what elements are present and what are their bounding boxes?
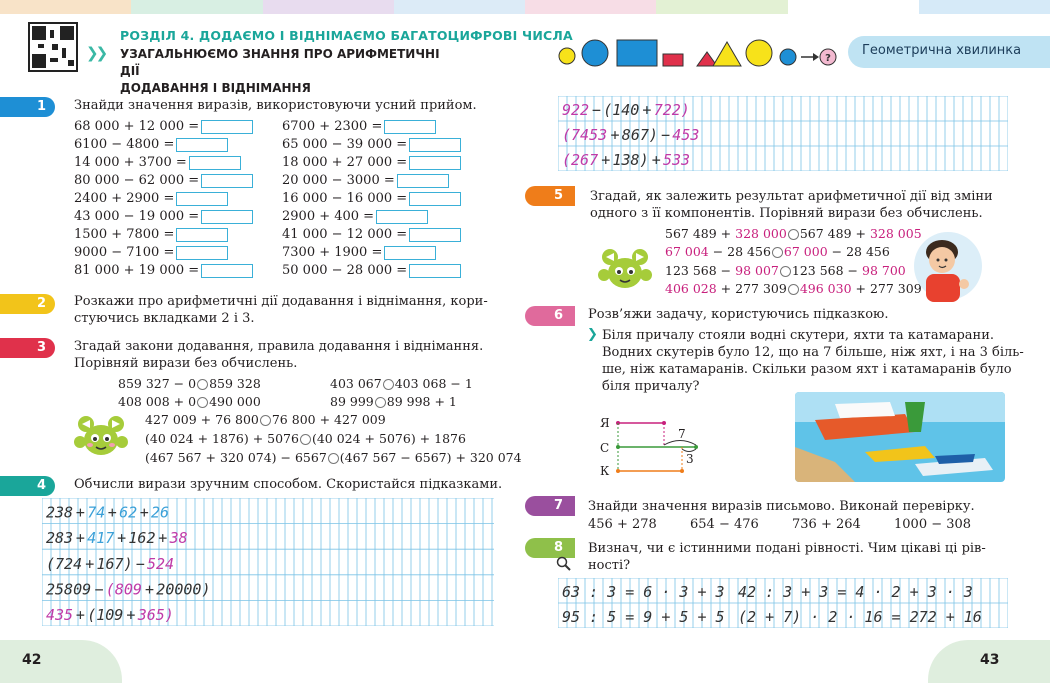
blue-rectangle-icon [617,40,657,66]
answer-box[interactable] [189,156,241,170]
handwritten-token: 74 [87,503,106,522]
task-6-badge: 6 [525,306,575,326]
handwritten-token: − [135,554,145,573]
t1-expression: 2900 + 400 = [282,209,375,224]
handwritten-token: + [158,529,168,548]
handwritten-token: 25809 [46,580,92,599]
small-blue-circle-icon [780,49,796,65]
scheme-number-7: 7 [678,427,686,441]
answer-box[interactable] [176,228,228,242]
handwritten-token: + [75,503,85,522]
handwritten-token: + [642,101,652,119]
t1-expression: 43 000 − 19 000 = [74,209,200,224]
handwritten-token: + [75,529,85,548]
boy-illustration [912,226,984,304]
t3-g1: (467 567 + 320 074) − 6567 [145,450,327,465]
t3-a1: 859 327 − 0 [118,376,197,391]
answer-box[interactable] [409,228,461,242]
t8-equation: (2 + 7) · 2 · 16 = 272 + 16 [738,608,982,626]
t1-expression: 16 000 − 16 000 = [282,191,408,206]
t3-g2: (467 567 − 6567) + 320 074 [339,450,522,465]
t1-expression-row [74,136,253,154]
answer-box[interactable] [201,210,253,224]
compare-circle[interactable] [197,397,208,408]
compare-circle[interactable] [328,453,339,464]
t1-expression-row [282,172,461,190]
handwritten-token: 365) [137,606,174,624]
answer-box[interactable] [176,138,228,152]
t1-expression-row [282,136,461,154]
t1-expression: 14 000 + 3700 = [74,155,187,170]
task-1-left-column [74,118,253,280]
t1-expression: 7300 + 1900 = [282,245,383,260]
t1-expression: 18 000 + 27 000 = [282,155,408,170]
t1-expression: 9000 − 7100 = [74,245,175,260]
task-3-line-1: Згадай закони додавання, правила додавання і віднімання. [74,339,484,354]
green-mascot-icon [74,412,128,458]
big-blue-circle-icon [582,40,608,66]
chevron-right-icon: ❯❯ [86,44,106,62]
t5-r3b: 98 007 [735,263,779,278]
handwritten-token: + [601,151,611,169]
t7-expression: 654 − 476 [690,517,759,532]
handwritten-token: 417 [87,529,115,548]
t5-r3c: 123 568 − [791,263,862,278]
t1-expression-row [74,190,253,208]
t3-compare-d [330,393,457,410]
t3-compare-c [118,393,261,410]
t7-expression: 456 + 278 [588,517,657,532]
t1-expression: 20 000 − 3000 = [282,173,395,188]
t3-e1: 427 009 + 76 800 [145,412,259,427]
question-mark: ? [825,53,831,64]
t7-expression: 736 + 264 [792,517,861,532]
answer-box[interactable] [176,192,228,206]
task-6-p2: Водних скутерів було 12, що на 7 більше, ніж яхт, і на 3 біль- [602,345,1024,360]
t1-expression-row [282,262,461,280]
handwritten-token: 722) [653,101,690,119]
shape-sequence [555,36,845,72]
task-8-grid [558,578,1008,628]
compare-circle[interactable] [375,397,386,408]
section-title: РОЗДІЛ 4. ДОДАЄМО І ВІДНІМАЄМО БАГАТОЦИФРОВІ ЧИСЛА [120,28,573,43]
handwritten-token: − [94,580,104,599]
t5-r2b: − 28 456 [708,244,771,259]
green-mascot-icon [598,245,652,291]
handwritten-token: (724 [46,554,83,573]
t3-c2: 490 000 [209,394,261,409]
magnifier-icon [556,556,572,572]
compare-circle[interactable] [780,266,791,277]
t1-expression-row [282,154,461,172]
task-5-line-1: Згадай, як залежить результат арифметичної дії від зміни [590,189,993,204]
t3-compare-e [145,411,386,428]
compare-circle[interactable] [300,434,311,445]
t5-r1d: 328 005 [869,226,922,241]
handwritten-token: (809 [105,580,142,599]
scheme-label-k: К [600,464,610,478]
small-yellow-circle-icon [559,48,575,64]
t5-r4a: 406 028 [665,281,717,296]
task-8-line-2: ності? [588,558,631,573]
task-2-text [74,293,488,327]
task-7-text: Знайди значення виразів письмово. Виконай перевірку. [588,499,975,514]
handwritten-token: (140 [603,101,640,119]
t1-expression-row [282,118,461,136]
top-color-strip [0,0,1050,14]
t5-row-1 [665,225,922,242]
t1-expression-row [74,118,253,136]
qr-code[interactable] [28,22,78,72]
t5-row-4 [665,280,922,297]
task-4-text: Обчисли вирази зручним способом. Скористайся підказками. [74,477,503,492]
task-8-badge: 8 [525,538,575,558]
handwritten-token: 283 [46,529,74,548]
handwritten-token: + [117,529,127,548]
t3-d2: 89 998 + 1 [386,394,457,409]
answer-box[interactable] [201,264,253,278]
task-6-p4: біля причалу? [602,379,700,394]
t1-expression: 65 000 − 39 000 = [282,137,408,152]
handwritten-token: + [107,503,117,522]
t8-equation: 42 : 3 + 3 = 4 · 2 + 3 · 3 [738,583,973,601]
task-5-line-2: одного з її компонентів. Порівняй вирази без обчислень. [590,206,983,221]
t1-expression: 1500 + 7800 = [74,227,175,242]
task-2-badge: 2 [0,294,55,314]
t3-b2: 403 068 − 1 [394,376,473,391]
answer-box[interactable] [201,120,253,134]
handwritten-token: 62 [119,503,138,522]
chevron-right-icon: ❯ [587,327,598,342]
task-5-text [590,188,993,222]
compare-circle[interactable] [260,415,271,426]
t3-b1: 403 067 [330,376,382,391]
task-6-scheme [596,412,706,480]
t1-expression: 6100 − 4800 = [74,137,175,152]
compare-circle[interactable] [383,379,394,390]
t1-expression: 41 000 − 12 000 = [282,227,408,242]
handwritten-token: 524 [147,554,175,573]
handwritten-token: (109 [87,606,124,624]
t3-compare-a [118,375,261,392]
red-rectangle-icon [663,54,683,66]
t3-compare-b [330,375,473,392]
t5-r2d: − 28 456 [827,244,890,259]
compare-circle[interactable] [772,247,783,258]
t5-row-2 [665,243,890,260]
t1-expression: 50 000 − 28 000 = [282,263,408,278]
t1-expression-row [282,226,461,244]
task-5-badge: 5 [525,186,575,206]
top-right-grid [558,96,1008,171]
task-6-problem [602,327,1024,395]
t1-expression-row [74,172,253,190]
task-6-p3: ше, ніж катамаранів. Скільки разом яхт і катамаранів було [602,362,1012,377]
handwritten-token: + [126,606,136,624]
task-2-line-1: Розкажи про арифметичні дії додавання і віднімання, кори- [74,294,488,309]
handwritten-token: 26 [151,503,170,522]
t5-r3a: 123 568 − [665,263,736,278]
answer-box[interactable] [384,120,436,134]
handwritten-token: 435 [46,606,74,624]
t1-expression-row [282,190,461,208]
compare-circle[interactable] [788,229,799,240]
t3-f2: (40 024 + 5076) + 1876 [311,431,466,446]
handwritten-token: (267 [562,151,599,169]
task-7-badge: 7 [525,496,575,516]
handwritten-token: + [75,606,85,624]
lesson-subtitle [120,46,450,97]
t7-expression: 1000 − 308 [894,517,972,532]
t5-r1b: 328 000 [735,226,787,241]
task-1-text: Знайди значення виразів, використовуючи усний прийом. [74,98,477,113]
handwritten-token: 922 [562,101,590,119]
answer-box[interactable] [409,192,461,206]
answer-box[interactable] [409,264,461,278]
t1-expression: 6700 + 2300 = [282,119,383,134]
geometry-minute-label: Геометрична хвилинка [848,36,1050,68]
handwritten-token: (7453 [562,126,608,144]
t1-expression-row [282,244,461,262]
t1-expression: 81 000 + 19 000 = [74,263,200,278]
subtitle-line-1: УЗАГАЛЬНЮЄМО ЗНАННЯ ПРО АРИФМЕТИЧНІ ДІЇ [120,47,440,78]
t8-equation: 95 : 5 = 9 + 5 + 5 [562,608,725,626]
handwritten-token: 867) [621,126,658,144]
handwritten-token: + [651,151,661,169]
scheme-label-ya: Я [600,416,610,430]
handwritten-token: 38 [169,529,188,548]
scheme-number-3: 3 [686,452,694,466]
t1-expression-row [74,154,253,172]
handwritten-token: 167) [96,554,133,573]
task-8-text [588,540,986,574]
scheme-label-s: С [600,441,610,455]
t5-r4c: 496 030 [799,281,852,296]
task-2-line-2: стуючись вкладками 2 і 3. [74,311,255,326]
task-8-line-1: Визнач, чи є істинними подані рівності. Чим цікаві ці рів- [588,541,986,556]
t1-expression-row [74,208,253,226]
t3-e2: 76 800 + 427 009 [271,412,386,427]
t5-row-3 [665,262,906,279]
handwritten-token: 238 [46,503,74,522]
t1-expression: 2400 + 2900 = [74,191,175,206]
task-3-badge: 3 [0,338,55,358]
t3-f1: (40 024 + 1876) + 5076 [145,431,299,446]
t5-r3d: 98 700 [862,263,906,278]
handwritten-token: 138) [612,151,649,169]
task-1-badge: 1 [0,97,55,117]
arrow-right-icon [813,53,819,61]
t5-r1c: 567 489 + [799,226,870,241]
t5-r4b: + 277 309 [716,281,787,296]
t1-expression: 80 000 − 62 000 = [74,173,200,188]
handwritten-token: + [145,580,155,599]
task-6-text: Розв’яжи задачу, користуючись підказкою. [588,307,889,322]
handwritten-token: 162 [128,529,156,548]
t5-r4d: + 277 309 [851,281,922,296]
answer-box[interactable] [376,210,428,224]
t1-expression-row [74,262,253,280]
boats-picture [795,392,1005,482]
page-number-left: 42 [0,640,122,683]
page-number-right: 43 [928,640,1050,683]
answer-box[interactable] [409,156,461,170]
task-3-line-2: Порівняй вирази без обчислень. [74,356,298,371]
handwritten-token: − [591,101,601,119]
t5-r1a: 567 489 + [665,226,736,241]
handwritten-token: 453 [672,126,700,144]
t8-equation: 63 : 3 = 6 · 3 + 3 [562,583,725,601]
answer-box[interactable] [201,174,253,188]
subtitle-line-2: ДОДАВАННЯ І ВІДНІМАННЯ [120,81,311,95]
t1-expression-row [282,208,461,226]
t3-compare-g [145,449,522,466]
answer-box[interactable] [397,174,449,188]
task-6-p1: Біля причалу стояли водні скутери, яхти та катамарани. [602,328,994,343]
task-3-text [74,338,483,372]
task-4-grid [42,498,494,626]
handwritten-token: + [610,126,620,144]
yellow-triangle-icon [713,42,741,66]
t3-d1: 89 999 [330,394,374,409]
t1-expression-row [74,226,253,244]
handwritten-token: + [139,503,149,522]
task-4-badge: 4 [0,476,55,496]
answer-box[interactable] [384,246,436,260]
handwritten-token: + [85,554,95,573]
t3-c1: 408 008 + 0 [118,394,197,409]
t1-expression-row [74,244,253,262]
task-1-right-column [282,118,461,280]
handwritten-token: 20000) [156,580,211,599]
compare-circle[interactable] [197,379,208,390]
answer-box[interactable] [176,246,228,260]
yellow-circle-icon [746,40,772,66]
handwritten-token: 533 [663,151,691,169]
t3-a2: 859 328 [209,376,261,391]
handwritten-token: − [661,126,671,144]
t5-r2a: 67 004 [665,244,709,259]
t1-expression: 68 000 + 12 000 = [74,119,200,134]
t5-r2c: 67 000 [783,244,828,259]
t3-compare-f [145,430,466,447]
compare-circle[interactable] [788,284,799,295]
answer-box[interactable] [409,138,461,152]
